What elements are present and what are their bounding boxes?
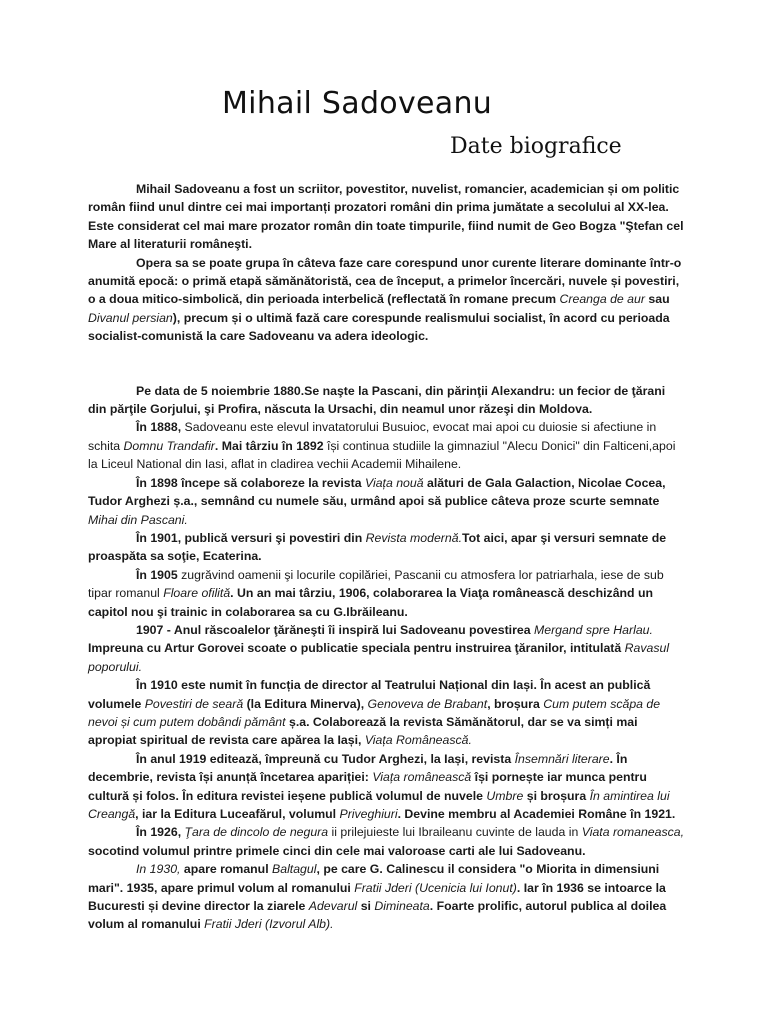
italic-text-segment: Dimineata bbox=[374, 899, 430, 914]
italic-text-segment: Floare ofilită bbox=[163, 586, 231, 601]
text-segment: si bbox=[357, 899, 375, 914]
intro-section bbox=[88, 180, 686, 346]
italic-text-segment: Priveghiuri bbox=[339, 807, 398, 821]
text-segment: își continua studiile la gimnaziul "Alecu Donici" din Falticeni,apoi la Liceul National din Iasi, aflat in cladirea vechii Academii Mihailene. bbox=[88, 438, 676, 472]
italic-text-segment: Genoveva de Brabant bbox=[367, 696, 488, 711]
italic-text-segment: Viața nouă bbox=[364, 475, 424, 490]
text-segment: , broșura bbox=[487, 696, 544, 711]
text-segment: Pe data de 5 noiembrie 1880.Se naşte la Pascani, din părinţii Alexandru: un fecior de ţărani din părţile Gorjului, şi Profira, născuta la Ursachi, din neamul unor răzeşi din Moldova. bbox=[88, 383, 666, 417]
text-segment: În anul 1919 editează, împreună cu Tudor Arghezi, la Iași, revista bbox=[136, 751, 515, 766]
text-segment: își pornește iar munca pentru cultură și folos. În editura revistei ieșene publică volumul de nuvele bbox=[88, 770, 647, 803]
italic-text-segment: In 1930, bbox=[136, 862, 184, 877]
text-segment: În 1910 este numit în funcția de director al Teatrului Național din Iași. În acest an publică volumele bbox=[88, 678, 651, 711]
italic-text-segment: Revista modernă. bbox=[365, 530, 462, 545]
italic-text-segment: Povestiri de seară bbox=[144, 696, 244, 711]
biography-paragraph-1910 bbox=[88, 676, 686, 750]
biography-paragraph-1901 bbox=[88, 529, 686, 566]
italic-text-segment: Mergand spre Harlau. bbox=[533, 622, 653, 637]
biography-paragraph-1905 bbox=[88, 566, 686, 621]
italic-text-segment: Adevarul bbox=[308, 899, 358, 914]
intro-paragraph-2 bbox=[88, 254, 686, 346]
italic-text-segment: Viata romaneasca, bbox=[581, 825, 685, 840]
italic-text-segment: Viața Românească. bbox=[364, 733, 472, 748]
biography-paragraph-1880 bbox=[88, 382, 686, 419]
document-body bbox=[88, 180, 686, 934]
page-subtitle: Date biografice bbox=[450, 134, 622, 159]
text-segment: . Iar în 1936 se intoarce la Bucuresti și devine director la ziarele bbox=[88, 880, 666, 914]
italic-text-segment: Umbre bbox=[486, 788, 524, 803]
text-segment: , iar la Editura Luceafărul, volumul bbox=[135, 807, 340, 821]
italic-text-segment: Fratii Jderi (Izvorul Alb). bbox=[204, 917, 334, 932]
text-segment: (la Editura Minerva), bbox=[243, 696, 368, 711]
italic-text-segment: Mihai din Pascani. bbox=[88, 512, 188, 527]
text-segment: Sadoveanu este elevul invatatorului Busuioc, evocat mai apoi cu duiosie si afectiune in schita bbox=[88, 420, 657, 453]
text-segment: . Foarte prolific, autorul publica al doilea volum al romanului bbox=[88, 899, 667, 932]
text-segment: și broșura bbox=[523, 788, 590, 803]
page-title: Mihail Sadoveanu bbox=[222, 86, 493, 121]
text-segment: apare romanul bbox=[183, 862, 273, 877]
italic-text-segment: Creanga de aur bbox=[559, 292, 645, 307]
italic-text-segment: În amintirea lui Creangă bbox=[88, 788, 670, 821]
text-segment: Tot aici, apar şi versuri semnate de proaspăta sa soţie, Ecaterina. bbox=[88, 530, 667, 564]
text-segment: Impreuna cu Artur Gorovei scoate o publicatie speciala pentru instruirea ţăranilor, intitulată bbox=[88, 641, 625, 656]
biography-paragraph-1930 bbox=[88, 860, 686, 934]
intro-paragraph-1 bbox=[88, 180, 686, 254]
italic-text-segment: Viața românească bbox=[372, 770, 472, 785]
text-segment: . Un an mai târziu, 1906, colaborarea la Viaţa românească deschizând un capitol nou şi trainic in colaborarea sa cu G.Ibrăileanu. bbox=[88, 586, 653, 619]
text-segment: , pe care G. Calinescu il considera "o Miorita in dimensiuni mari". 1935, apare primul volum al romanului bbox=[88, 862, 660, 895]
biography-paragraph-1926 bbox=[88, 823, 686, 860]
text-segment: În 1926, bbox=[136, 825, 185, 840]
text-segment: . Devine membru al Academiei Române în 1921. bbox=[397, 807, 676, 821]
text-segment: 1907 - Anul răscoalelor ţărăneşti îi inspiră lui Sadoveanu povestirea bbox=[136, 622, 534, 637]
text-segment: În 1888, bbox=[136, 420, 185, 435]
text-segment: alături de Gala Galaction, Nicolae Cocea, Tudor Arghezi ș.a., semnând cu numele său, urmând apoi să publice câteva proze scurte semnate bbox=[88, 475, 666, 509]
biography-section bbox=[88, 382, 686, 934]
text-segment: ș.a. Colaborează la revista Sămănătorul, dar se va simți mai apropiat spiritual de revista care apărea la Iași, bbox=[88, 714, 638, 748]
biography-paragraph-1888 bbox=[88, 418, 686, 473]
italic-text-segment: Divanul persian bbox=[88, 310, 173, 325]
italic-text-segment: Cum putem scăpa de nevoi și cum putem dobândi pământ bbox=[88, 696, 661, 729]
italic-text-segment: Fratii Jderi (Ucenicia lui Ionut) bbox=[354, 880, 517, 895]
text-segment: Opera sa se poate grupa în câteva faze care corespund unor curente literare dominante într-o anumită epocă: o primă etapă sămănătoristă, cea de început, a primelor încercări, nuvele și povestiri, o a doua mitico-simbolică, din perioada interbelică (reflectată în romane precum bbox=[88, 255, 682, 307]
text-segment: . Mai târziu în 1892 bbox=[214, 438, 327, 453]
text-segment: sau bbox=[644, 292, 670, 307]
biography-paragraph-1898 bbox=[88, 474, 686, 529]
italic-text-segment: Domnu Trandafir bbox=[123, 438, 215, 453]
text-segment: ), precum și o ultimă fază care corespunde realismului socialist, în acord cu perioada socialist-comunistă la care Sadoveanu va adera ideologic. bbox=[88, 310, 670, 344]
text-segment: ii prilejuieste lui Ibraileanu cuvinte de lauda in bbox=[328, 825, 582, 840]
italic-text-segment: Ţara de dincolo de negura bbox=[184, 825, 329, 840]
text-segment: . În decembrie, revista își anunță încetarea apariției: bbox=[88, 751, 628, 785]
text-segment: În 1901, publică versuri şi povestiri din bbox=[136, 530, 366, 545]
text-segment: În 1898 începe să colaboreze la revista bbox=[136, 475, 365, 490]
text-segment: Mihail Sadoveanu a fost un scriitor, povestitor, nuvelist, romancier, academician și om politic român fiind unul dintre cei mai importanți prozatori români din prima jumătate a secolului al XX-lea. Este considerat cel mai mare prozator român din toate timpurile, fiind numit de Geo Bogza "Ştefan cel Mare al literaturii româneşti. bbox=[88, 182, 684, 252]
text-segment: zugrăvind oamenii şi locurile copilăriei, Pascanii cu atmosfera lor patriarhala, iese de sub tipar romanul bbox=[88, 567, 664, 601]
italic-text-segment: Baltagul bbox=[272, 862, 317, 877]
italic-text-segment: Ravasul poporului. bbox=[88, 641, 670, 674]
biography-paragraph-1907 bbox=[88, 621, 686, 676]
section-gap bbox=[88, 346, 686, 382]
italic-text-segment: Însemnări literare bbox=[514, 751, 610, 766]
biography-paragraph-1919 bbox=[88, 750, 686, 824]
text-segment: În 1905 bbox=[136, 567, 182, 582]
text-segment: socotind volumul printre primele cinci din cele mai valoroase carti ale lui Sadoveanu. bbox=[88, 843, 586, 858]
